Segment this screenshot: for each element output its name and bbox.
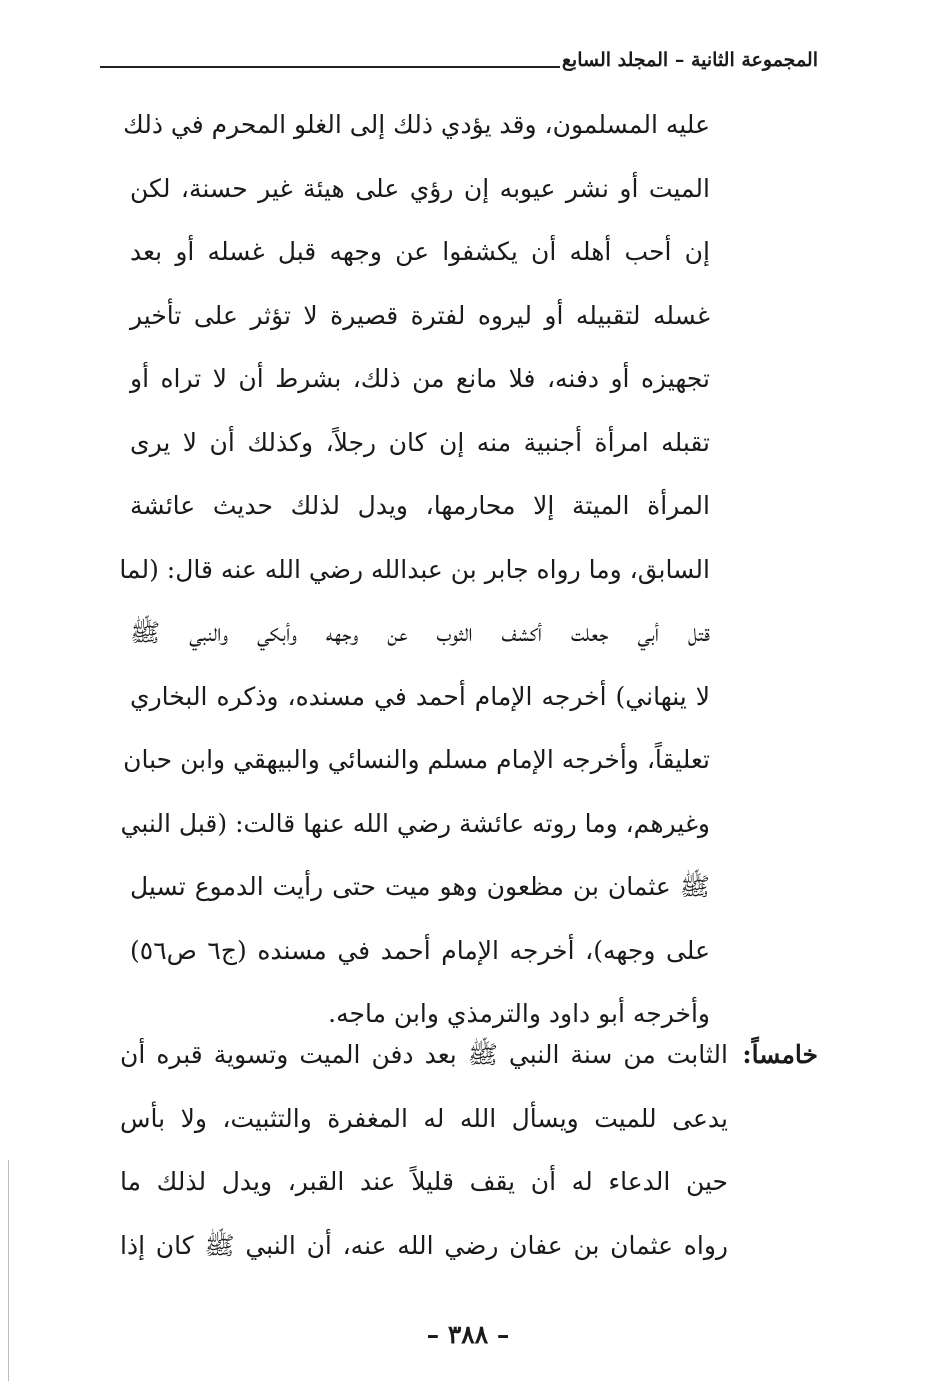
body-line: على وجهه)، أخرجه الإمام أحمد في مسنده (ج٦ ص٥٦) xyxy=(130,935,710,965)
section-line-text: حين الدعاء له أن يقف قليلاً عند القبر، ويدل لذلك ما xyxy=(120,1167,728,1196)
body-line: وأخرجه أبو داود والترمذي وابن ماجه. xyxy=(328,999,710,1028)
body-line: لا ينهاني) أخرجه الإمام أحمد في مسنده، وذكره البخاري xyxy=(130,681,710,711)
body-line: تعليقاً، وأخرجه الإمام مسلم والنسائي والبيهقي وابن حبان xyxy=(123,745,710,774)
body-line: السابق، وما رواه جابر بن عبدالله رضي الله عنه قال: (لما xyxy=(119,554,710,584)
section-line-text: رواه عثمان بن عفان رضي الله عنه، أن النبي ﷺ كان إذا xyxy=(120,1230,728,1260)
scan-edge-line xyxy=(8,1160,9,1381)
section-line xyxy=(120,1150,818,1214)
body-line: إن أحب أهله أن يكشفوا عن وجهه قبل غسله أو بعد xyxy=(130,237,710,266)
page-number: – ٣٨٨ – xyxy=(426,1320,510,1349)
section-fifth xyxy=(120,1023,818,1277)
body-line: ﷺ عثمان بن مظعون وهو ميت حتى رأيت الدموع تسيل xyxy=(130,872,710,901)
header-rule xyxy=(100,66,560,68)
body-line: المرأة الميتة إلا محارمها، ويدل لذلك حديث عائشة xyxy=(130,491,710,520)
body-line: الميت أو نشر عيوبه إن رؤي على هيئة غير حسنة، لكن xyxy=(130,173,710,203)
body-text xyxy=(119,93,710,1046)
body-line: وغيرهم، وما روته عائشة رضي الله عنها قالت: (قبل النبي xyxy=(120,808,710,838)
section-first-line xyxy=(120,1023,818,1087)
running-header xyxy=(100,32,818,72)
section-line: الثابت من سنة النبي ﷺ بعد دفن الميت وتسوية قبره أن xyxy=(120,1040,728,1069)
section-line-text: يدعى للميت ويسأل الله له المغفرة والتثبيت، ولا بأس xyxy=(120,1103,728,1133)
body-line: عليه المسلمون، وقد يؤدي ذلك إلى الغلو المحرم في ذلك xyxy=(123,110,710,139)
body-line: غسله لتقبيله أو ليروه لفترة قصيرة لا تؤثر على تأخير xyxy=(130,300,710,330)
section-line xyxy=(120,1214,818,1278)
header-title: المجموعة الثانية – المجلد السابع xyxy=(561,49,818,71)
section-line xyxy=(120,1087,818,1151)
body-line: تجهيزه أو دفنه، فلا مانع من ذلك، بشرط أن لا تراه أو xyxy=(130,364,710,393)
body-line: قتل أبي جعلت أكشف الثوب عن وجهه وأبكي والنبي ﷺ xyxy=(130,618,710,647)
section-label: خامساً: xyxy=(742,1040,818,1069)
body-line: تقبله امرأة أجنبية منه إن كان رجلاً، وكذلك أن لا يرى xyxy=(130,427,710,457)
